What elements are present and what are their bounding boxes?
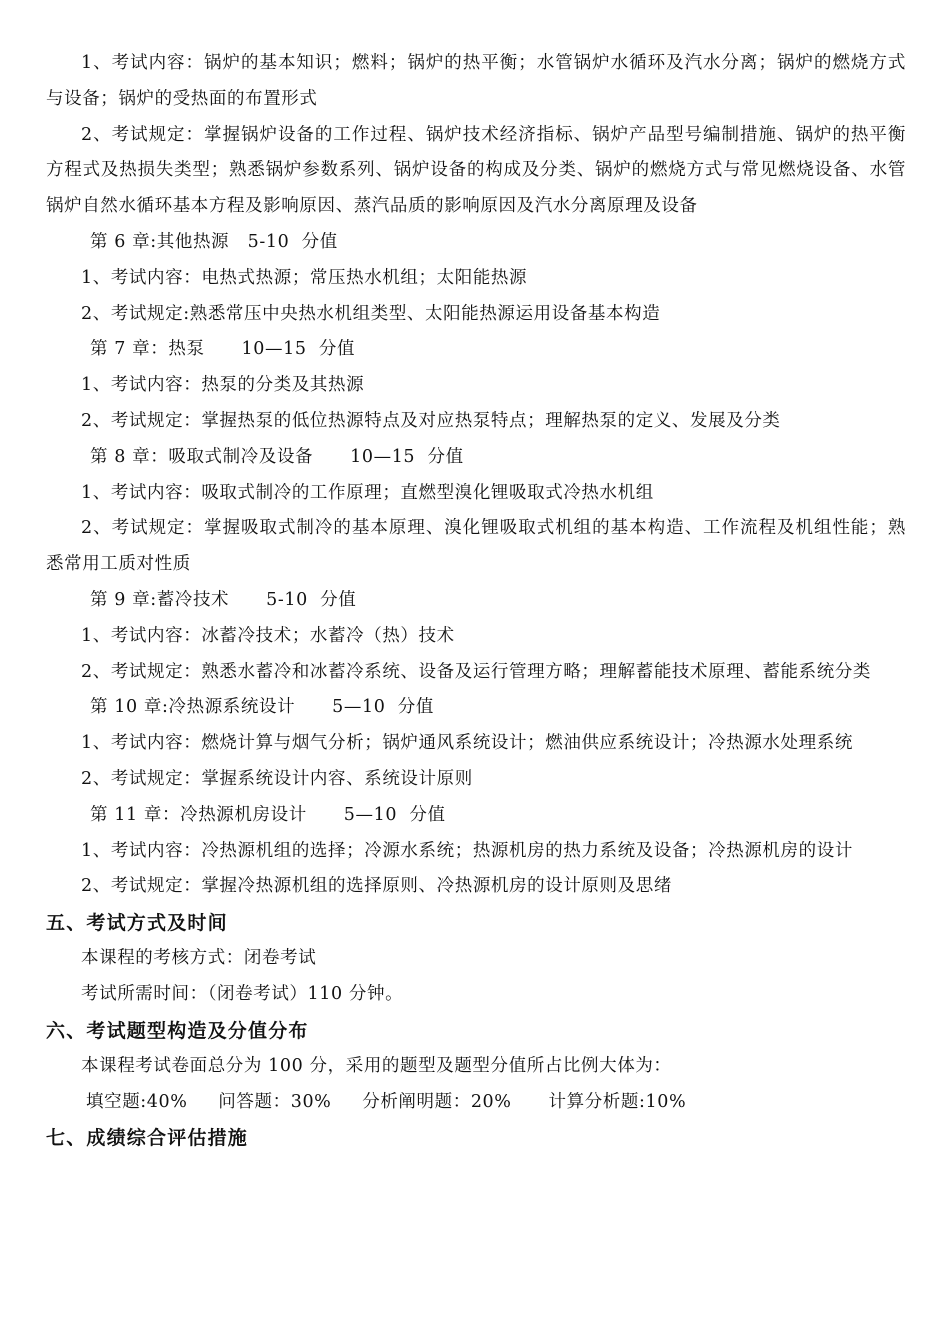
chapter-10-heading: 第 10 章:冷热源系统设计 5—10 分值 xyxy=(90,697,434,718)
section-7-heading: 七、成绩综合评估措施 xyxy=(46,1127,249,1150)
paragraph-exam-time: 考试所需时间：（闭卷考试）110 分钟。 xyxy=(81,983,404,1004)
paragraph-ch9-requirements: 2、考试规定：熟悉水蓄冷和冰蓄冷系统、设备及运行管理方略；理解蓄能技术原理、蓄能系统分类 xyxy=(81,661,872,682)
paragraph-ch11-requirements: 2、考试规定：掌握冷热源机组的选择原则、冷热源机房的设计原则及思绪 xyxy=(81,876,672,897)
chapter-8-heading: 第 8 章：吸取式制冷及设备 10—15 分值 xyxy=(90,446,464,467)
paragraph-ch6-requirements: 2、考试规定:熟悉常压中央热水机组类型、太阳能热源运用设备基本构造 xyxy=(81,303,661,324)
paragraph-ch6-content: 1、考试内容：电热式热源；常压热水机组；太阳能热源 xyxy=(81,267,528,288)
paragraph-ch8-requirements: 2、考试规定：掌握吸取式制冷的基本原理、溴化锂吸取式机组的基本构造、工作流程及机组性能；熟悉常用工质对性质 xyxy=(46,518,906,575)
paragraph-ch10-content: 1、考试内容：燃烧计算与烟气分析；锅炉通风系统设计；燃油供应系统设计；冷热源水处理系统 xyxy=(81,733,853,754)
chapter-9-heading: 第 9 章:蓄冷技术 5-10 分值 xyxy=(90,589,357,610)
paragraph-boiler-content: 1、考试内容：锅炉的基本知识；燃料；锅炉的热平衡；水管锅炉水循环及汽水分离；锅炉的燃烧方式与设备；锅炉的受热面的布置形式 xyxy=(46,53,906,109)
chapter-7-heading: 第 7 章：热泵 10—15 分值 xyxy=(90,339,356,360)
question-type-distribution: 填空题:40% 问答题：30% 分析阐明题：20% 计算分析题:10% xyxy=(86,1091,687,1112)
paragraph-ch7-requirements: 2、考试规定：掌握热泵的低位热源特点及对应热泵特点；理解热泵的定义、发展及分类 xyxy=(81,410,781,431)
paragraph-boiler-requirements: 2、考试规定：掌握锅炉设备的工作过程、锅炉技术经济指标、锅炉产品型号编制措施、锅炉的热平衡方程式及热损失类型；熟悉锅炉参数系列、锅炉设备的构成及分类、锅炉的燃烧方式与常见燃烧设备、水管锅炉自然水循环基本方程及影响原因、蒸汽品质的影响原因及汽水分离原理及设备 xyxy=(46,124,906,217)
section-6-heading: 六、考试题型构造及分值分布 xyxy=(46,1019,309,1042)
section-5-heading: 五、考试方式及时间 xyxy=(46,912,228,935)
paragraph-exam-mode: 本课程的考核方式：闭卷考试 xyxy=(81,948,317,969)
chapter-6-heading: 第 6 章:其他热源 5-10 分值 xyxy=(90,231,338,252)
chapter-11-heading: 第 11 章：冷热源机房设计 5—10 分值 xyxy=(90,804,446,825)
paragraph-ch11-content: 1、考试内容：冷热源机组的选择；冷源水系统；热源机房的热力系统及设备；冷热源机房的设计 xyxy=(81,840,853,861)
paragraph-ch9-content: 1、考试内容：冰蓄冷技术；水蓄冷（热）技术 xyxy=(81,625,455,646)
paragraph-total-score: 本课程考试卷面总分为 100 分，采用的题型及题型分值所占比例大体为： xyxy=(81,1055,672,1076)
paragraph-ch7-content: 1、考试内容：热泵的分类及其热源 xyxy=(81,375,365,396)
paragraph-ch10-requirements: 2、考试规定：掌握系统设计内容、系统设计原则 xyxy=(81,768,473,789)
paragraph-ch8-content: 1、考试内容：吸取式制冷的工作原理；直燃型溴化锂吸取式冷热水机组 xyxy=(81,482,654,503)
